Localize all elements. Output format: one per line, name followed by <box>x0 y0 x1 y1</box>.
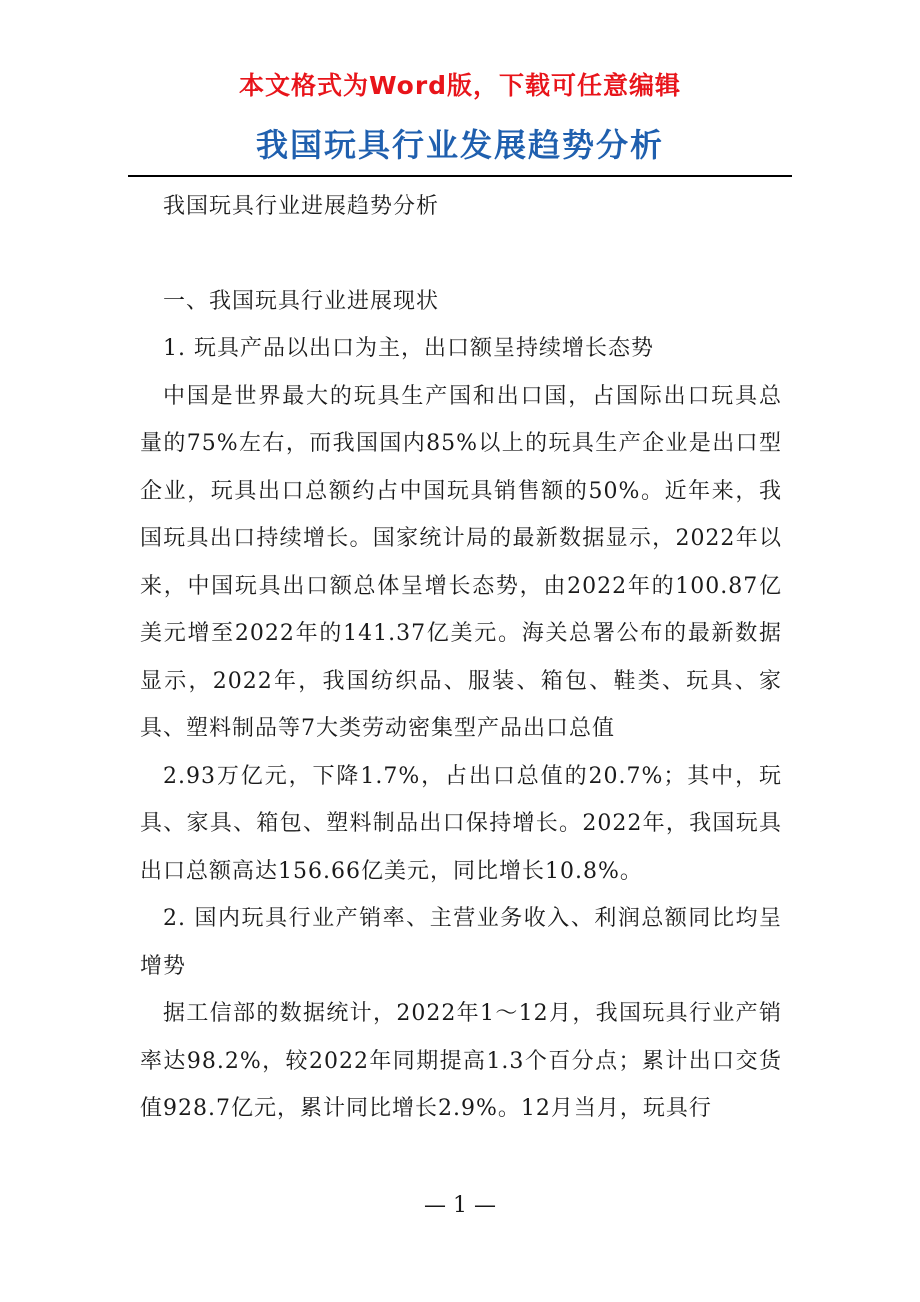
page-number: — 1 — <box>424 1193 496 1218</box>
document-body <box>140 183 782 1133</box>
subsection-heading-1: 1. 玩具产品以出口为主，出口额呈持续增长态势 <box>163 336 654 361</box>
body-paragraph-1: 中国是世界最大的玩具生产国和出口国，占国际出口玩具总量的75%左右，而我国国内85%以上的玩具生产企业是出口型企业，玩具出口总额约占中国玩具销售额的50%。近年来，我国玩具出口持续增长。国家统计局的最新数据显示，2022年以来，中国玩具出口额总体呈增长态势，由2022年的100.87亿美元增至2022年的141.37亿美元。海关总署公布的最新数据显示，2022年，我国纺织品、服装、箱包、鞋类、玩具、家具、塑料制品等7大类劳动密集型产品出口总值 <box>140 383 782 741</box>
download-banner: 本文格式为Word版，下载可任意编辑 <box>238 71 682 100</box>
section-heading: 一、我国玩具行业进展现状 <box>163 288 440 314</box>
title-divider <box>128 175 792 177</box>
body-paragraph-2: 2.93万亿元，下降1.7%，占出口总值的20.7%；其中，玩具、家具、箱包、塑料制品出口保持增长。2022年，我国玩具出口总额高达156.66亿美元，同比增长10.8%。 <box>140 763 782 884</box>
body-paragraph-3: 据工信部的数据统计，2022年1～12月，我国玩具行业产销率达98.2%，较2022年同期提高1.3个百分点；累计出口交货值928.7亿元，累计同比增长2.9%。12月当月，玩具行 <box>140 1001 782 1121</box>
blank-line <box>140 231 782 278</box>
subtitle-paragraph: 我国玩具行业进展趋势分析 <box>163 194 440 219</box>
subsection-heading-2: 2. 国内玩具行业产销率、主营业务收入、利润总额同比均呈增势 <box>140 906 782 979</box>
document-title: 我国玩具行业发展趋势分析 <box>255 126 664 164</box>
